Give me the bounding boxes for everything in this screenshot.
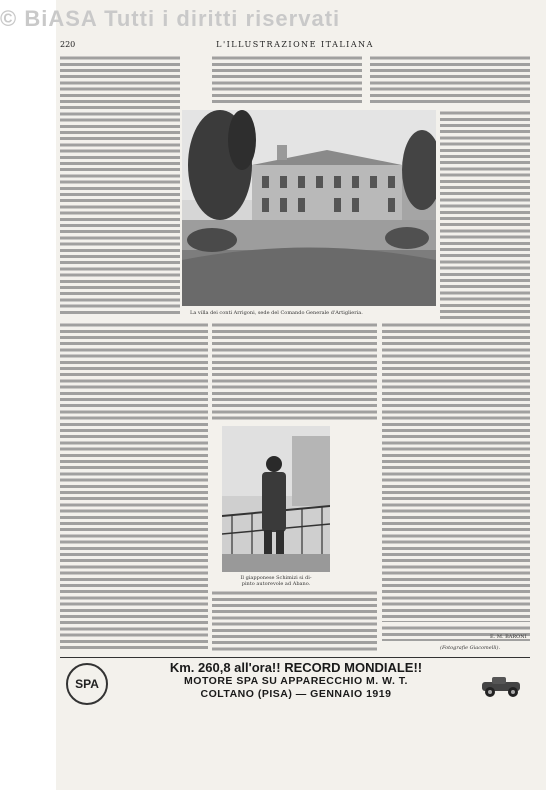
running-title: L'ILLUSTRAZIONE ITALIANA: [216, 40, 374, 49]
villa-photo: [182, 110, 436, 306]
schimizi-photo: [222, 426, 330, 572]
schimizi-caption-line-2: pinto autorevole ad Abano.: [241, 581, 311, 587]
photo-credit: (Fotografie Giacomelli).: [440, 645, 501, 651]
ad-subline: MOTORE SPA SU APPARECCHIO M. W. T.: [184, 675, 408, 687]
text-column-center-middle: [212, 322, 377, 422]
ad-headline: Km. 260,8 all'ora!! RECORD MONDIALE!!: [169, 660, 423, 675]
watermark: © BiASA Tutti i diritti riservati: [0, 6, 341, 31]
spa-advertisement: [60, 657, 530, 708]
text-column-right-narrow: [440, 110, 530, 322]
villa-caption: La villa dei conti Arrigoni, sede del Comando Generale d'Artiglieria.: [190, 310, 363, 316]
text-column-left-top: [60, 55, 180, 317]
ad-location-date: COLTANO (PISA) — GENNAIO 1919: [200, 688, 392, 700]
spa-logo: SPA: [66, 663, 108, 705]
page-header: [60, 40, 530, 52]
schimizi-caption-line-1: Il giapponese Schimizi si di-: [240, 575, 312, 581]
text-column-left-bottom: [60, 322, 208, 652]
text-block-center-top: [212, 55, 362, 105]
signature: E. M. BARONI: [490, 634, 527, 640]
racing-car-icon: [480, 672, 524, 698]
page-number: 220: [60, 40, 76, 49]
text-column-right: [382, 322, 530, 622]
schimizi-caption: [220, 575, 332, 587]
text-column-center-bottom: [212, 590, 377, 652]
text-block-right-top: [370, 55, 530, 105]
ad-text: [110, 660, 482, 701]
